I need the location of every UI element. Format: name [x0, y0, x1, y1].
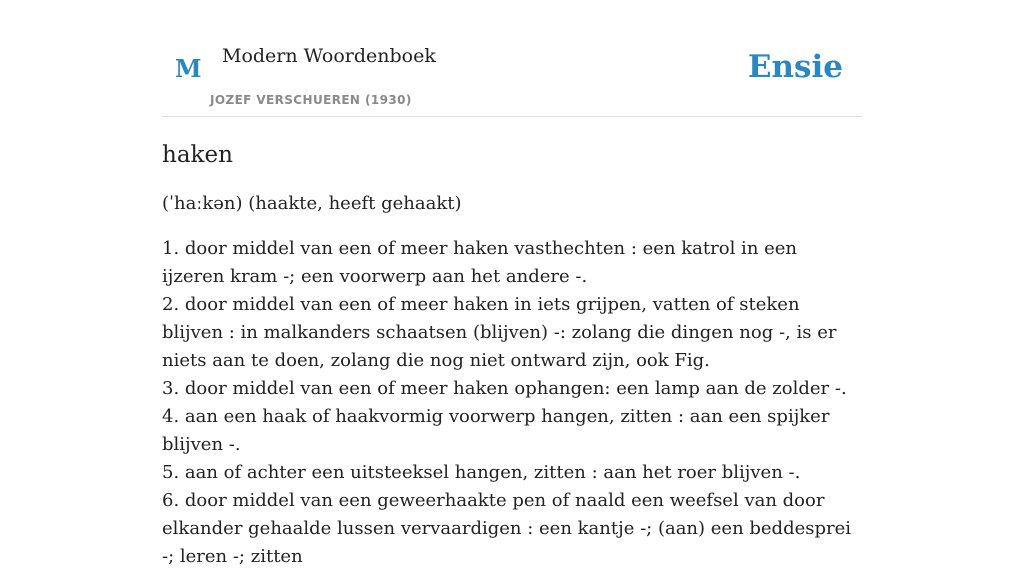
- ensie-brand-logo[interactable]: Ensie: [747, 49, 843, 85]
- dictionary-entry: [162, 138, 862, 571]
- dictionary-logo[interactable]: M: [175, 54, 202, 83]
- entry-headword: haken: [162, 142, 233, 168]
- dictionary-header: [162, 0, 862, 117]
- entry-definitions: [162, 235, 862, 571]
- dictionary-author: JOZEF VERSCHUEREN (1930): [210, 93, 412, 107]
- dictionary-title[interactable]: Modern Woordenboek: [222, 45, 436, 67]
- definition-item: 6. door middel van een geweerhaakte pen of naald een weefsel van door elkander gehaalde lussen vervaardigen : een kantje -; (aan) een beddesprei -; leren -; zitten: [162, 490, 852, 567]
- definition-item: 2. door middel van een of meer haken in iets grijpen, vatten of steken blijven : in malkanders schaatsen (blijven) -: zolang die dingen nog -, is er niets aan te doen, zolang die nog niet ontward zijn, ook Fig.: [162, 294, 837, 371]
- definition-item: 5. aan of achter een uitsteeksel hangen, zitten : aan het roer blijven -.: [162, 462, 801, 483]
- definition-item: 1. door middel van een of meer haken vasthechten : een katrol in een ijzeren kram -; een voorwerp aan het andere -.: [162, 238, 798, 287]
- definition-item: 4. aan een haak of haakvormig voorwerp hangen, zitten : aan een spijker blijven -.: [162, 406, 830, 455]
- definition-item: 3. door middel van een of meer haken ophangen: een lamp aan de zolder -.: [162, 378, 847, 399]
- entry-pronunciation: (ˈhaːkən) (haakte, heeft gehaakt): [162, 193, 462, 214]
